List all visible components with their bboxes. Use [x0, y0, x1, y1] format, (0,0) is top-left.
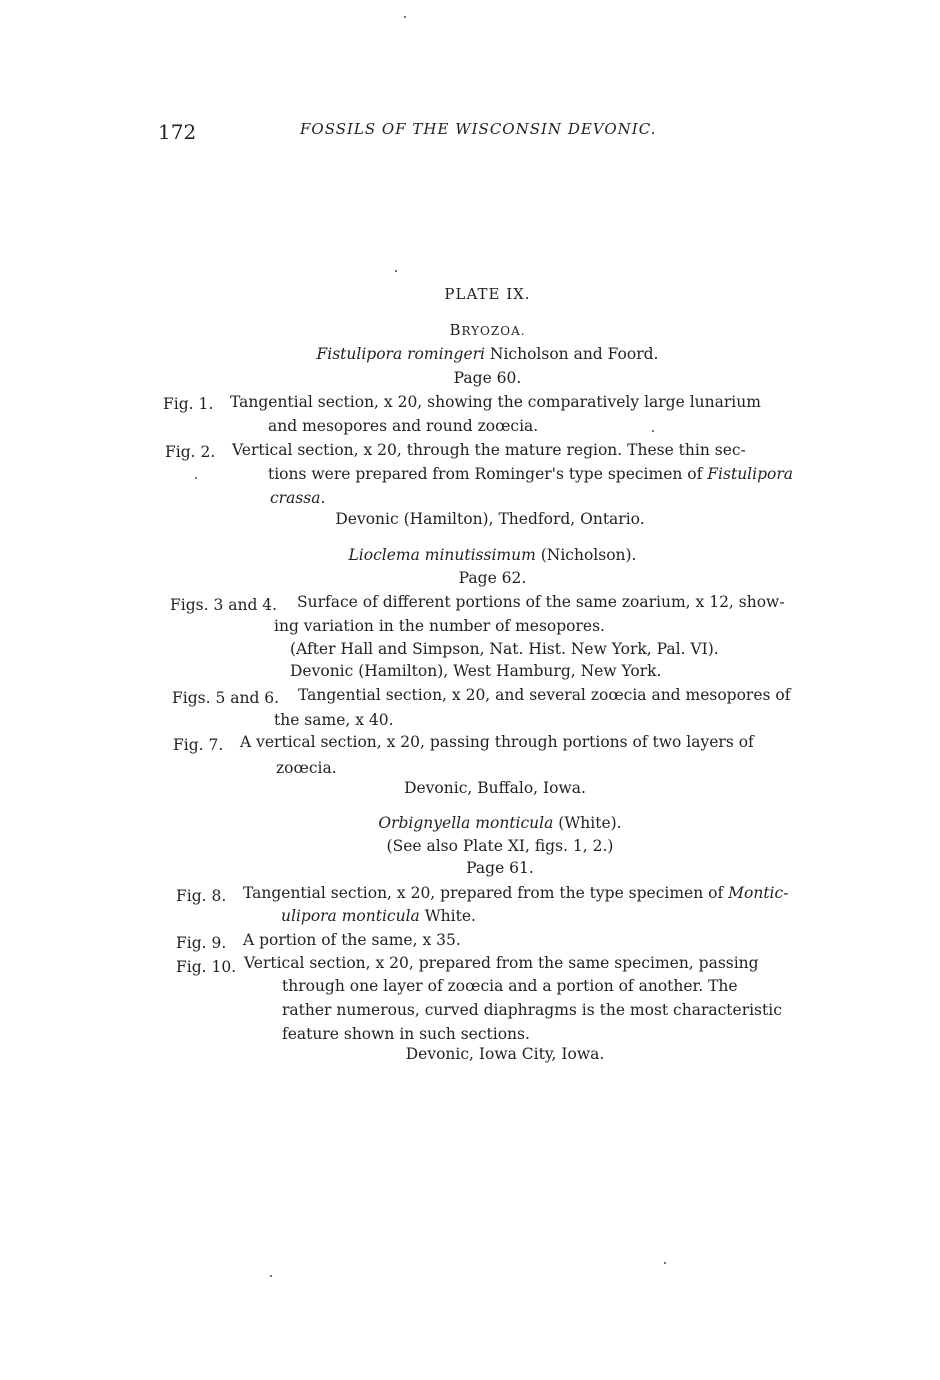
scan-speck — [270, 1275, 272, 1277]
fig-text-line — [243, 884, 788, 902]
fig-text: Tangential section, x 20, prepared from the type specimen of — [243, 884, 729, 902]
fig-label: Fig. 9. — [176, 934, 227, 952]
fig-label: Figs. 3 and 4. — [170, 596, 278, 614]
scan-speck — [652, 430, 654, 432]
fig-text-line: ing variation in the number of mesopores. — [274, 617, 605, 635]
fig-text-line: A vertical section, x 20, passing through portions of two layers of — [240, 733, 754, 751]
locality: Devonic (Hamilton), Thedford, Ontario. — [335, 510, 645, 528]
scan-speck — [404, 16, 406, 18]
locality: Devonic, Buffalo, Iowa. — [404, 779, 586, 797]
scan-speck — [395, 270, 397, 272]
page-reference: Page 62. — [458, 569, 527, 587]
species-heading — [0, 345, 940, 363]
fig-text-italic: ulipora monticula — [281, 907, 420, 925]
species-authority: Nicholson and Foord. — [484, 345, 659, 363]
species-authority: (White). — [553, 814, 622, 832]
fig-text-line — [268, 465, 793, 483]
fig-text-line: through one layer of zoœcia and a portion of another. The — [282, 977, 738, 995]
fig-label: Fig. 1. — [163, 395, 214, 413]
fig-text-line: Tangential section, x 20, showing the comparatively large lunarium — [230, 393, 761, 411]
fig-text-line: the same, x 40. — [274, 711, 394, 729]
fig-label: Fig. 2. — [165, 443, 216, 461]
fig-text: White. — [419, 907, 476, 925]
page-number: 172 — [158, 120, 197, 144]
fig-text-italic: Montic- — [728, 884, 789, 902]
fig-text-italic: Fistulipora — [707, 465, 793, 483]
fig-label: Figs. 5 and 6. — [172, 689, 280, 707]
species-name: Lioclema minutissimum — [348, 546, 536, 564]
fig-text-line: Tangential section, x 20, and several zoœcia and mesopores of — [298, 686, 791, 704]
fig-text-line: (After Hall and Simpson, Nat. Hist. New York, Pal. VI). — [290, 640, 719, 658]
species-name: Orbignyella monticula — [378, 814, 554, 832]
fig-text-line: Vertical section, x 20, prepared from the same specimen, passing — [244, 954, 759, 972]
fig-label: Fig. 8. — [176, 887, 227, 905]
plate-subject — [0, 321, 940, 339]
fig-text-line: rather numerous, curved diaphragms is the most characteristic — [282, 1001, 782, 1019]
species-name: Fistulipora romingeri — [316, 345, 485, 363]
fig-text-line: and mesopores and round zoœcia. — [268, 417, 539, 435]
fig-text-line — [281, 907, 476, 925]
running-head: FOSSILS OF THE WISCONSIN DEVONIC. — [300, 120, 657, 138]
species-heading — [0, 814, 940, 832]
fig-text: tions were prepared from Rominger's type specimen of — [268, 465, 708, 483]
locality: Devonic, Iowa City, Iowa. — [405, 1045, 605, 1063]
plate-title: PLATE IX. — [444, 285, 531, 303]
fig-text-line: Devonic (Hamilton), West Hamburg, New York. — [290, 662, 662, 680]
species-heading — [0, 546, 940, 564]
fig-text-line: feature shown in such sections. — [282, 1025, 530, 1043]
fig-label: Fig. 7. — [173, 736, 224, 754]
page-reference: Page 61. — [466, 859, 534, 877]
scan-speck — [664, 1262, 666, 1264]
fig-text-line: crassa. — [270, 489, 326, 507]
scan-speck — [195, 477, 197, 479]
fig-text-line: A portion of the same, x 35. — [243, 931, 461, 949]
fig-label: Fig. 10. — [176, 958, 237, 976]
fig-text-line: zoœcia. — [276, 759, 337, 777]
see-also-note: (See also Plate XI, figs. 1, 2.) — [386, 837, 614, 855]
page-reference: Page 60. — [453, 369, 522, 387]
species-authority: (Nicholson). — [535, 546, 637, 564]
fig-text-line: Vertical section, x 20, through the mature region. These thin sec- — [232, 441, 746, 459]
fig-text-line: Surface of different portions of the same zoarium, x 12, show- — [297, 593, 785, 611]
plate-subject-text: BRYOZOA. — [449, 321, 526, 339]
